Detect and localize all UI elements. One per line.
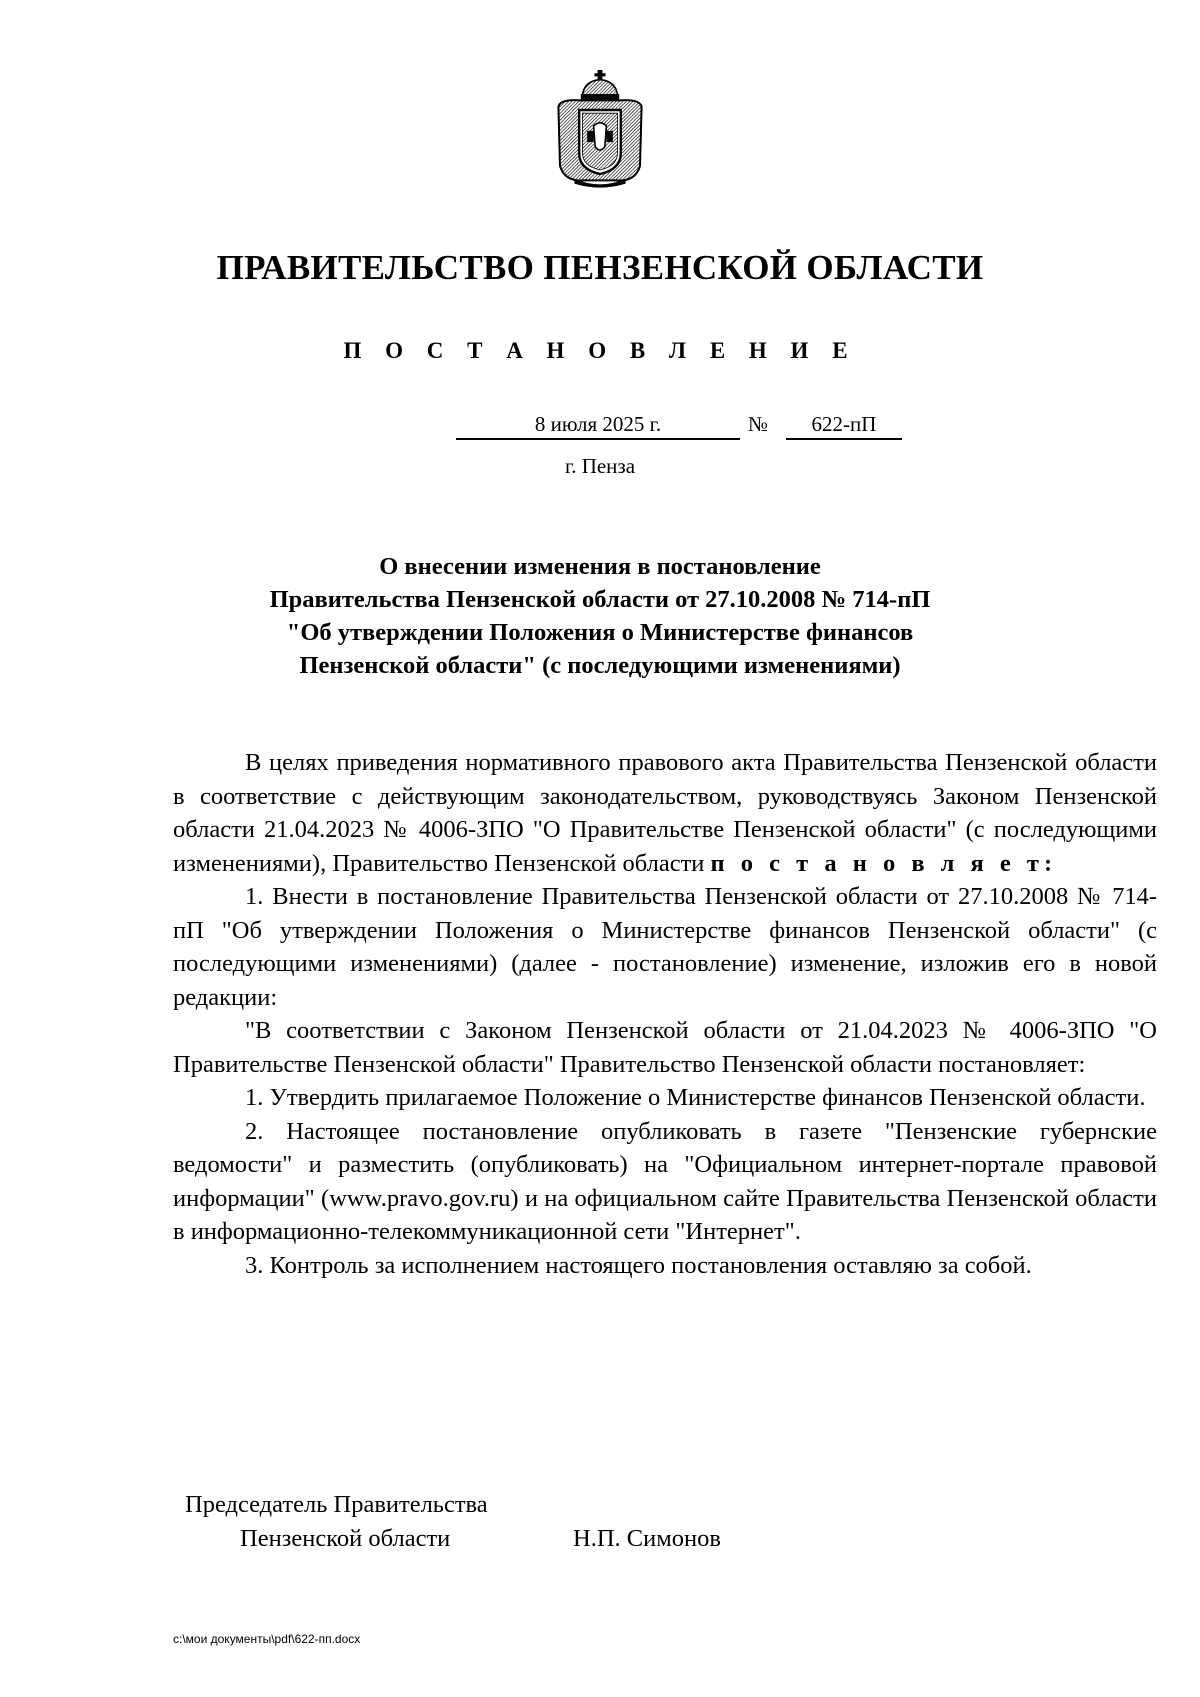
file-path-footer: c:\мои документы\pdf\622-пп.docx (173, 1632, 361, 1646)
organization-heading: ПРАВИТЕЛЬСТВО ПЕНЗЕНСКОЙ ОБЛАСТИ (216, 248, 984, 287)
decree-word: п о с т а н о в л я е т: (710, 849, 1058, 877)
quote-intro-paragraph: "В соответствии с Законом Пензенской области от 21.04.2023 № 4006-ЗПО "О Правительстве Пензенской области" Правительство Пензенской области постановляет: (173, 1017, 1157, 1078)
document-number: 622-пП (786, 412, 902, 440)
number-sign: № (748, 412, 769, 436)
document-body (173, 746, 1157, 1282)
document-date: 8 июля 2025 г. (456, 412, 740, 440)
signatory-position-line1: Председатель Правительства (185, 1491, 488, 1518)
document-city: г. Пенза (564, 454, 636, 478)
signatory-name: Н.П. Симонов (573, 1525, 721, 1552)
preamble-text: В целях приведения нормативного правового акта Правительства Пензенской области в соответствие с действующим законодательством, руководствуясь Законом Пензенской области 21.04.2023 № 4006-ЗПО "О Правительстве Пензенской области" (с последующими изменениями), Правительство Пензенской области (173, 749, 1157, 877)
quote-item-2-paragraph: 2. Настоящее постановление опубликовать в газете "Пензенские губернские ведомости" и разместить (опубликовать) на "Официальном интернет-портале правовой информации" (www.pravo.gov.ru) и на официальном сайте Правительства Пензенской области в информационно-телекоммуникационной сети "Интернет". (173, 1117, 1157, 1245)
title-line: Пензенской области" (с последующими изменениями) (299, 652, 901, 679)
item-1-paragraph: 1. Внести в постановление Правительства Пензенской области от 27.10.2008 № 714-пП "Об утверждении Положения о Министерстве финансов Пензенской области" (с последующими изменениями) (далее - постановление) изменение, изложив его в новой редакции: (173, 883, 1157, 1011)
title-line: О внесении изменения в постановление (379, 553, 821, 580)
quote-item-3-paragraph: 3. Контроль за исполнением настоящего постановления оставляю за собой. (245, 1251, 1032, 1279)
coat-of-arms-emblem-icon (552, 55, 648, 205)
title-line: "Об утверждении Положения о Министерстве финансов (286, 619, 914, 646)
quote-item-1-paragraph: 1. Утвердить прилагаемое Положение о Министерстве финансов Пензенской области. (245, 1084, 1146, 1111)
signatory-position-line2: Пензенской области (240, 1525, 451, 1552)
document-type-heading: П О С Т А Н О В Л Е Н И Е (343, 338, 857, 363)
title-line: Правительства Пензенской области от 27.10.2008 № 714-пП (269, 586, 931, 613)
preamble-paragraph (173, 746, 1157, 880)
document-title (150, 550, 1050, 682)
